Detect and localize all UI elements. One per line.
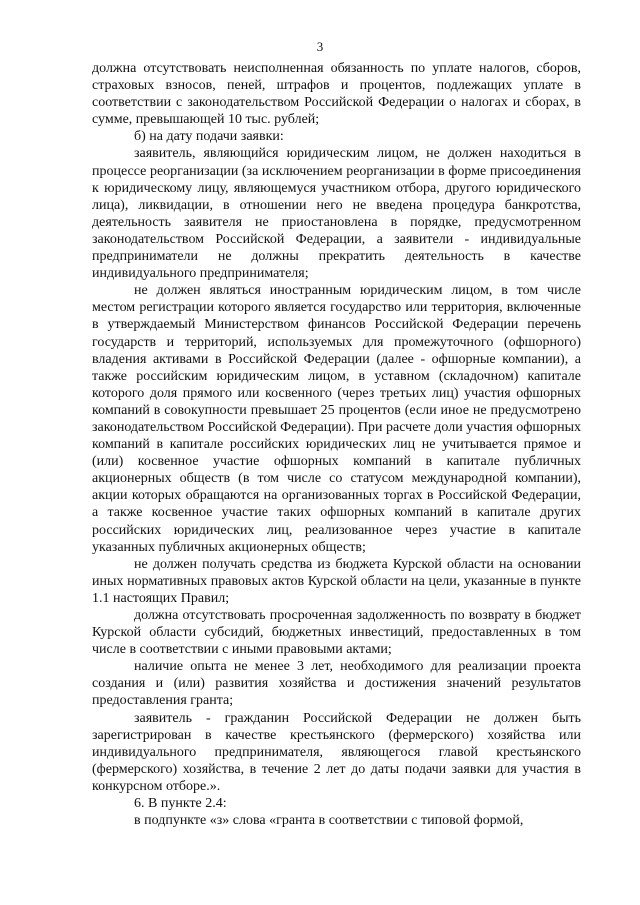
paragraph-budget-funds: не должен получать средства из бюджета Курской области на основании иных нормативных правовых актов Курской области на цели, указанные в пункте 1.1 настоящих Правил; [92, 556, 581, 606]
document-body [92, 60, 581, 829]
page-number: 3 [316, 39, 324, 54]
paragraph-debt-obligation: должна отсутствовать неисполненная обязанность по уплате налогов, сборов, страховых взносов, пеней, штрафов и процентов, подлежащих уплате в соответствии с законодательством Российской Федерации о налогах и сборах, в сумме, превышающей 10 тыс. рублей; [92, 61, 581, 128]
paragraph-offshore: не должен являться иностранным юридическим лицом, в том числе местом регистрации которого является государство или территория, включенные в утверждаемый Министерством финансов Российской Федерации перечень государств и территорий, используемых для промежуточного (офшорного) владения активами в Российской Федерации (далее - офшорные компании), а также российским юридическим лицом, в уставном (складочном) капитале которого доля прямого или косвенного (через третьих лиц) участия офшорных компаний в совокупности превышает 25 процентов (если иное не предусмотрено законодательством Российской Федерации). При расчете доли участия офшорных компаний в капитале российских юридических лиц не учитывается прямое и (или) косвенное участие офшорных компаний в капитале публичных акционерных обществ (в том числе со статусом международной компании), акции которых обращаются на организованных торгах в Российской Федерации, а также косвенное участие таких офшорных компаний в капитале других российских юридических лиц, реализованное через участие в капитале указанных публичных акционерных обществ; [92, 283, 581, 555]
paragraph-application-date-heading: б) на дату подачи заявки: [134, 129, 284, 145]
paragraph-reorganization: заявитель, являющийся юридическим лицом, не должен находиться в процессе реорганизации (за исключением реорганизации в форме присоединения к юридическому лицу, являющемуся участником отбора, другого юридического лица), ликвидации, в отношении него не введена процедура банкротства, деятельность заявителя не приостановлена в порядке, предусмотренном законодательством Российской Федерации, а заявители - индивидуальные предприниматели не должны прекратить деятельность в качестве индивидуального предпринимателя; [92, 146, 581, 282]
paragraph-experience: наличие опыта не менее 3 лет, необходимого для реализации проекта создания и (или) развития хозяйства и достижения значений результатов предоставления гранта; [92, 659, 581, 709]
paragraph-clause-2-4: 6. В пункте 2.4: [134, 796, 227, 812]
paragraph-overdue-debt: должна отсутствовать просроченная задолженность по возврату в бюджет Курской области субсидий, бюджетных инвестиций, предоставленных в том числе в соответствии с иными правовыми актами; [92, 608, 581, 658]
paragraph-subclause-z: в подпункте «з» слова «гранта в соответствии с типовой формой, [134, 813, 524, 829]
paragraph-farm-registration: заявитель - гражданин Российской Федерации не должен быть зарегистрирован в качестве крестьянского (фермерского) хозяйства или индивидуального предпринимателя, являющегося главой крестьянского (фермерского) хозяйства, в течение 2 лет до даты подачи заявки для участия в конкурсном отборе.». [92, 710, 581, 794]
